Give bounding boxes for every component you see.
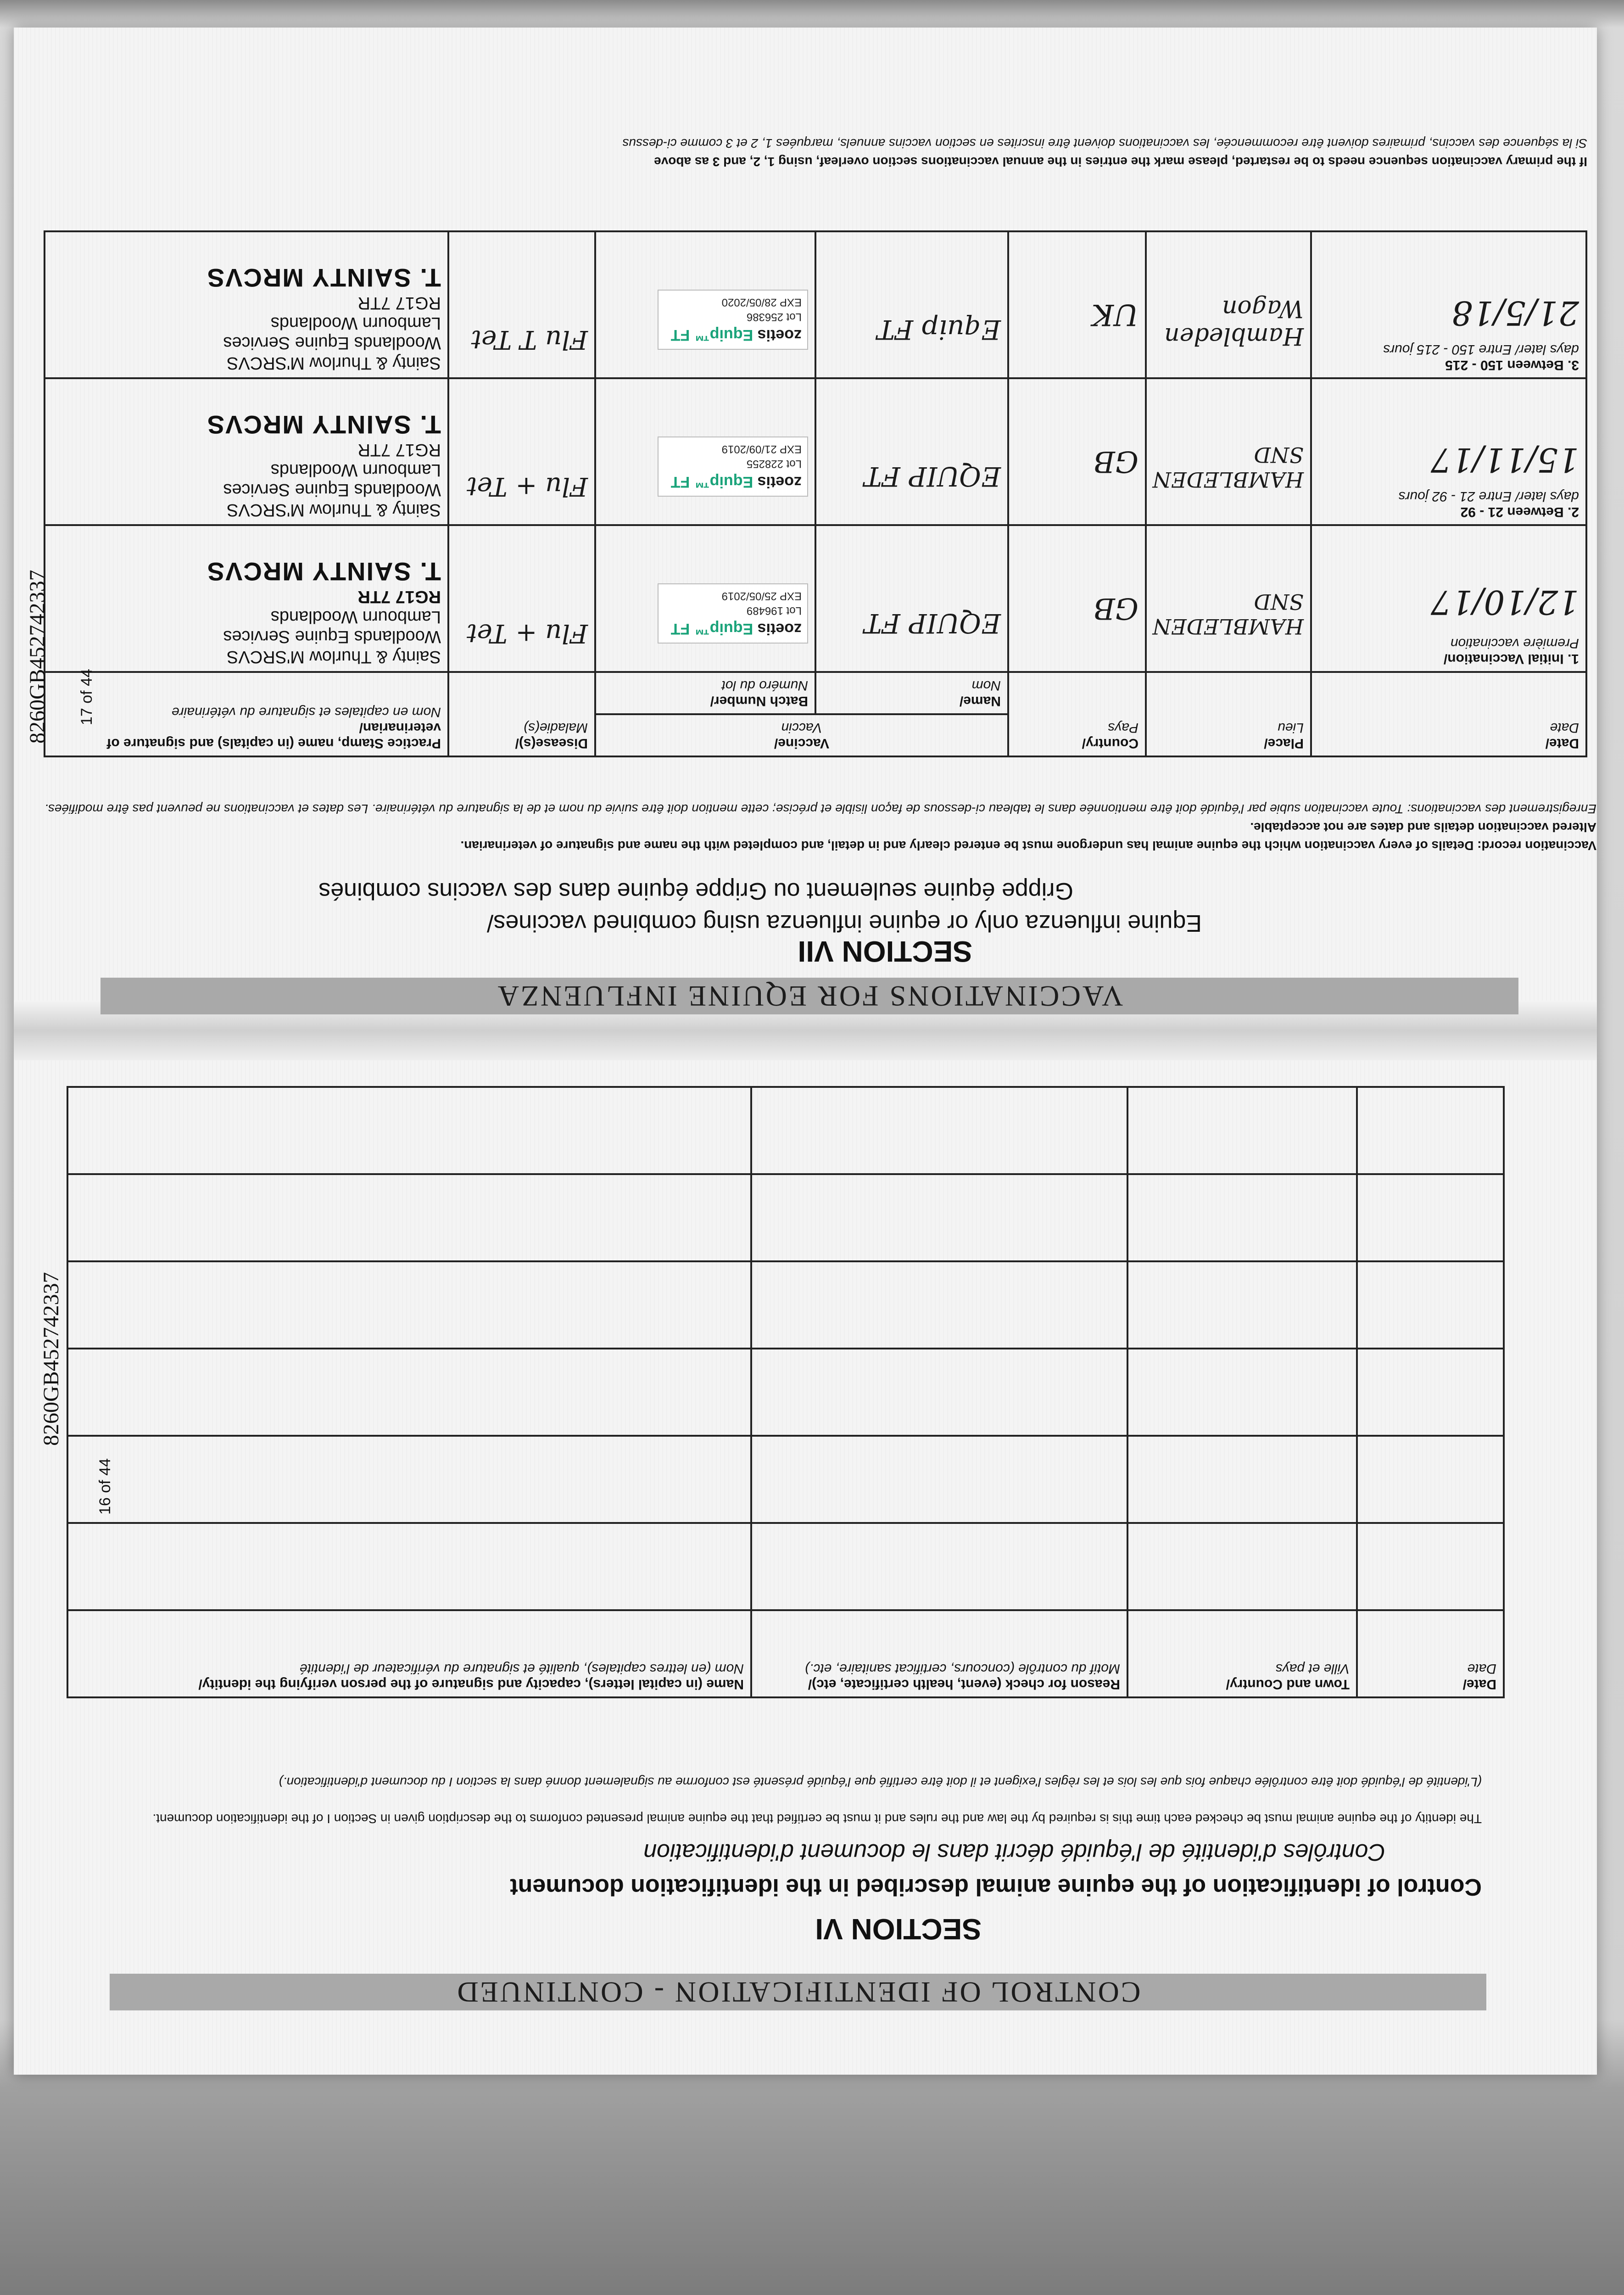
stage-label-fr: Première vaccination (1450, 636, 1579, 651)
vaccination-date: 12/10/17 (1430, 583, 1579, 621)
table-row (67, 1349, 1504, 1436)
stamp-line: Lambourn Woodlands (270, 607, 441, 627)
page16-heading-fr: Contrôles d'identité de l'équidé décrit dans le document d'identification (643, 1839, 1385, 1865)
page16-banner: CONTROL OF IDENTIFICATION - CONTINUED (110, 1974, 1486, 2010)
vaccine-name-cell (815, 378, 1008, 525)
col-vaccine: Vaccine/ Vaccin (595, 714, 1008, 756)
stamp-line: Sainty & Thurlow M'SRCVS (227, 500, 441, 520)
identity-check-header-row (67, 1610, 1504, 1697)
vaccine-name-cell (815, 525, 1008, 672)
col-batch: Batch Number/ Numéro du lot (595, 672, 815, 714)
stamp-line: Sainty & Thurlow M'SRCVS (227, 647, 441, 666)
table-row (67, 1436, 1504, 1523)
vaccination-place-cell (1146, 378, 1311, 525)
table-row (67, 1087, 1504, 1174)
page17-passport-id: 8260GB452742337 (25, 570, 50, 744)
page17-record-fr: Enregistrement des vaccinations: Toute vaccination subie par l'équidé doit être mentionnée dans le tableau ci-dessous de façon lisible et précise; cette mention doit être suivie du nom et de la signature du vétérinaire. Les dates et vaccinations ne peuvent pas être modifiées. (45, 802, 1596, 816)
table-row (67, 1261, 1504, 1349)
stage-label-en: 2. Between 21 - 92 (1460, 504, 1579, 520)
vaccine-name: Equip FT (877, 314, 1001, 345)
practice-stamp (52, 410, 441, 520)
vaccination-place-cell (1146, 525, 1311, 672)
table-row (45, 525, 1586, 672)
vaccine-name: EQUIP FT (864, 608, 1001, 639)
vaccination-country: UK (1092, 297, 1138, 331)
disease-cell (448, 231, 595, 378)
vaccination-place: HAMBLEDEN SND (1152, 589, 1304, 639)
sticker-exp: EXP 21/09/2019 (721, 442, 802, 455)
disease: Flu + Tet (466, 471, 588, 501)
col-date: Date/ Date (1311, 672, 1586, 756)
vaccine-name-cell (815, 231, 1008, 378)
stage-label-en: 3. Between 150 - 215 (1445, 358, 1579, 373)
vaccination-table (44, 230, 1587, 757)
stamp-line: Woodlands Equine Services (223, 480, 441, 500)
disease: Flu T Tet (471, 325, 588, 354)
sticker-lot: Lot 256386 (746, 311, 802, 324)
batch-cell (595, 231, 815, 378)
vaccination-country: GB (1093, 591, 1138, 625)
identity-check-table (67, 1086, 1505, 1698)
vaccination-place-cell (1146, 231, 1311, 378)
col-place: Place/ Lieu (1146, 672, 1311, 756)
vaccination-country: GB (1093, 444, 1138, 478)
vaccine-name: EQUIP FT (864, 461, 1001, 492)
sticker-brand: zoetis Equip™ FT (670, 473, 802, 491)
batch-cell (595, 525, 815, 672)
sticker-lot: Lot 228255 (746, 458, 802, 470)
vaccination-date: 15/11/17 (1430, 441, 1579, 479)
sticker-brand: zoetis Equip™ FT (670, 620, 802, 638)
page17-record-en-1: Vaccination record: Details of every vaccination which the equine animal has undergone must be entered clearly and in detail, and completed with the name and signature of veterinarian. (460, 839, 1596, 853)
stage-label-fr: days later/ Entre 21 - 92 jours (1398, 489, 1579, 504)
vaccination-date: 21/5/18 (1451, 294, 1579, 332)
page16-page-number: 16 of 44 (96, 1458, 114, 1515)
col-country: Country/ Pays (1008, 672, 1146, 756)
col-name: Name/ Nom (815, 672, 1008, 714)
vet-name: T. SAINTY MRCVS (206, 263, 441, 293)
page17-footnote-en: If the primary vaccination sequence needs to be restarted, please mark the entries in the annual vaccinations section overleaf, using 1, 2, and 3 as above (654, 155, 1587, 169)
disease-cell (448, 378, 595, 525)
stamp-line: Lambourn Woodlands (270, 460, 441, 480)
vaccination-place: Hambleden Wagon (1164, 295, 1304, 350)
sticker-exp: EXP 28/05/2020 (721, 296, 802, 308)
page16-heading-en: Control of identification of the equine animal described in the identification document (510, 1874, 1482, 1900)
page17-section-title: SECTION VII (798, 935, 972, 968)
vaccination-country-cell (1008, 378, 1146, 525)
table-row (45, 231, 1586, 378)
table-row (45, 378, 1586, 525)
sticker-lot: Lot 196489 (746, 605, 802, 617)
stamp-line: Sainty & Thurlow M'SRCVS (227, 353, 441, 373)
vaccination-header-row-1 (45, 714, 1586, 756)
vaccination-date-cell (1311, 231, 1586, 378)
stamp-line: RG17 7TR (357, 293, 441, 313)
col-verifier: Name (in capital letters), capacity and signature of the person verifying the identity/ Nom (en lettres capitales), qualité et signature du vérificateur de l'identité (67, 1610, 751, 1697)
page17-banner: VACCINATIONS FOR EQUINE INFLUENZA (100, 978, 1518, 1014)
col-town-country: Town and Country/ Ville et pays (1127, 1610, 1357, 1697)
stamp-line: RG17 7TR (357, 587, 441, 606)
page17-page-number: 17 of 44 (78, 669, 95, 725)
stamp-line: Woodlands Equine Services (223, 627, 441, 647)
vaccination-country-cell (1008, 231, 1146, 378)
stamp-line: Woodlands Equine Services (223, 333, 441, 353)
stamp-cell (45, 231, 448, 378)
batch-sticker (658, 437, 808, 497)
col-date: Date/ Date (1357, 1610, 1504, 1697)
table-row (67, 1174, 1504, 1261)
stamp-line: Lambourn Woodlands (270, 313, 441, 333)
stamp-cell (45, 525, 448, 672)
col-reason: Reason for check (event, health certificate, etc)/ Motif du contrôle (concours, certificat sanitaire, etc.) (751, 1610, 1127, 1697)
disease-cell (448, 525, 595, 672)
batch-sticker (658, 290, 808, 350)
vaccination-country-cell (1008, 525, 1146, 672)
table-row (67, 1523, 1504, 1610)
page17-record-en-2: Altered vaccination details and dates are not acceptable. (1250, 820, 1596, 834)
stage-label-fr: days later/ Entre 150 - 215 jours (1383, 342, 1579, 357)
batch-cell (595, 378, 815, 525)
vet-name: T. SAINTY MRCVS (206, 410, 441, 440)
page17-heading-en: Equine influenza only or equine influenza using combined vaccines/ (486, 910, 1202, 936)
practice-stamp (52, 557, 441, 666)
page16-passport-id: 8260GB452742337 (39, 1272, 63, 1446)
col-stamp: Practice Stamp, name (in capitals) and signature of veterinarian/ Nom en capitales et signature du vétérinaire (45, 672, 448, 756)
page16-section-title: SECTION VI (815, 1913, 982, 1946)
page16-note-fr: (L'identité de l'équidé doit être contrôlée chaque fois que les lois et les règles l'exigent et il doit être certifié que l'équidé présenté est conforme au signalement donné dans la section I du document d'identification.) (279, 1775, 1482, 1789)
disease: Flu + Tet (466, 618, 588, 648)
col-disease: Disease(s)/ Maladie(s) (448, 672, 595, 756)
stage-label-en: 1. Initial Vaccination/ (1443, 651, 1579, 666)
practice-stamp (52, 263, 441, 373)
page17-footnote-fr: Si la séquence des vaccins, primaires doivent être recommencée, les vaccinations doivent être inscrites en section vaccins annuels, marquées 1, 2 et 3 comme ci-dessus (622, 136, 1587, 151)
page17-heading-fr: Grippe équine seulement ou Grippe équine dans des vaccins combinés (318, 878, 1073, 904)
page16-note-en: The identity of the equine animal must be checked each time this is required by the law and the rules and it must be certified that the equine animal presented conforms to the description given in Section I of the identification document. (152, 1812, 1482, 1826)
vet-name: T. SAINTY MRCVS (206, 557, 441, 587)
sticker-brand: zoetis Equip™ FT (670, 326, 802, 344)
sticker-exp: EXP 25/05/2019 (721, 589, 802, 602)
vaccination-date-cell (1311, 378, 1586, 525)
stamp-line: RG17 7TR (357, 440, 441, 459)
vaccination-date-cell (1311, 525, 1586, 672)
batch-sticker (658, 583, 808, 644)
stamp-cell (45, 378, 448, 525)
vaccination-place: HAMBLEDEN SND (1152, 442, 1304, 492)
